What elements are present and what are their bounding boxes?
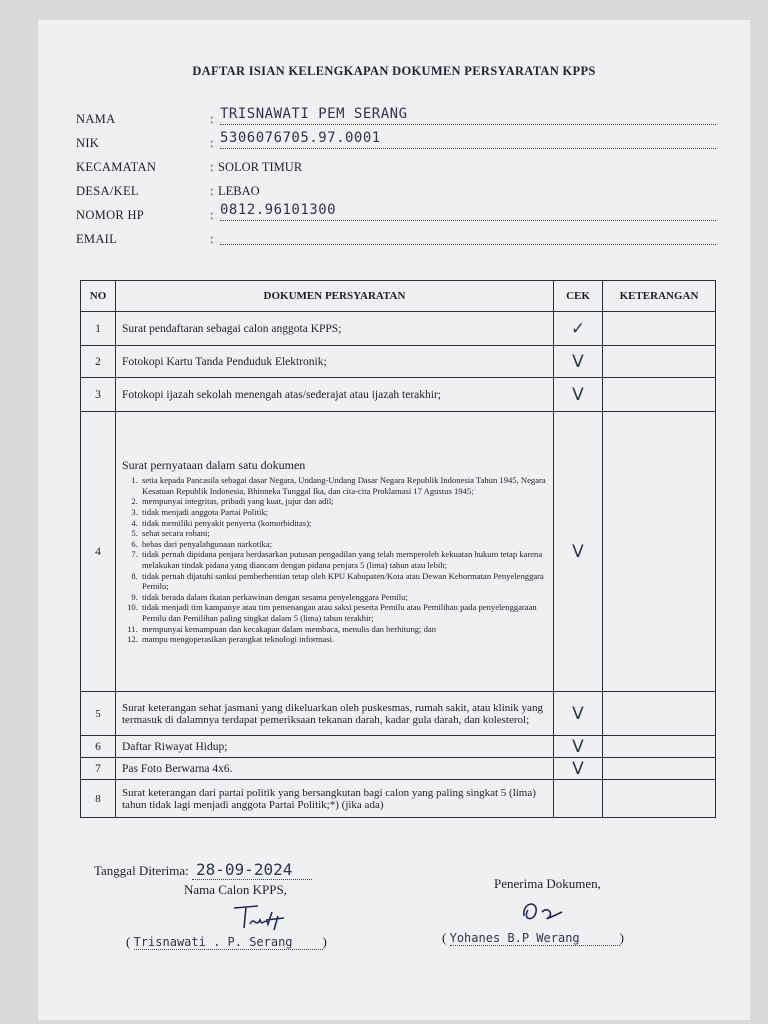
field-label: NAMA [76, 112, 116, 126]
table-row: 2 Fotokopi Kartu Tanda Penduduk Elektronik; V [81, 346, 716, 378]
receiver-signature [514, 892, 574, 926]
check-mark: V [554, 758, 603, 780]
statement-list [122, 475, 547, 645]
table-header-row [81, 281, 716, 312]
list-item: 2. mempunyai integritas, pribadi yang kuat, jujur dan adil; [140, 496, 547, 507]
field-label: NOMOR HP [76, 208, 145, 222]
candidate-name-line: ( Trisnawati . P. Serang ) [126, 934, 327, 949]
field-kecamatan: KECAMATAN : SOLOR TIMUR [76, 160, 303, 174]
list-item: 6. bebas dari penyalahgunaan narkotika; [140, 539, 547, 550]
field-label: NIK [76, 136, 100, 150]
date-label: Tanggal Diterima: [94, 863, 189, 878]
list-item: 8. tidak pernah dijatuhi sanksi pemberhentian tetap oleh KPU Kabupaten/Kota atau Dewan Kehormatan Penyelenggara Pemilu; [140, 571, 547, 592]
candidate-name: Trisnawati . P. Serang [134, 935, 323, 950]
header-no: NO [81, 281, 116, 312]
list-item: 4. tidak memiliki penyakit penyerta (komorbiditas); [140, 518, 547, 529]
list-item: 9. tidak berada dalam ikatan perkawinan dengan sesama penyelenggara Pemilu; [140, 592, 547, 603]
doc-cell: Surat pendaftaran sebagai calon anggota KPPS; [116, 312, 554, 346]
doc-cell: Fotokopi Kartu Tanda Penduduk Elektronik; [116, 346, 554, 378]
list-item: 12. mampu mengoperasikan perangkat teknologi informasi. [140, 634, 547, 645]
doc-cell: Surat keterangan sehat jasmani yang dikeluarkan oleh puskesmas, rumah sakit, atau klinik yang termasuk di dalamnya terdapat pemeriksaan tekanan darah, kadar gula darah, dan kolesterol; [116, 692, 554, 736]
doc-cell: Pas Foto Berwarna 4x6. [116, 758, 554, 780]
check-mark: ✓ [554, 312, 603, 346]
receiver-name-line: ( Yohanes B.P Werang ) [442, 930, 624, 945]
check-mark: V [554, 412, 603, 692]
table-row: 8 Surat keterangan dari partai politik yang bersangkutan bagi calon yang paling singkat 5 (lima) tahun tidak lagi menjadi anggota Partai Politik;*) (jika ada) [81, 780, 716, 818]
check-mark: V [554, 378, 603, 412]
list-item: 7. tidak pernah dipidana penjara berdasarkan putusan pengadilan yang telah memperoleh kekuatan hukum tetap karena melakukan tindak pidana yang diancam dengan pidana penjara 5 (lima) tahun atau lebih; [140, 549, 547, 570]
field-label: KECAMATAN [76, 160, 157, 174]
field-label: DESA/KEL [76, 184, 139, 198]
field-value: 0812.96101300 [220, 202, 337, 218]
document-page [38, 20, 750, 1020]
table-row: 6 Daftar Riwayat Hidup; V [81, 736, 716, 758]
field-value: LEBAO [218, 184, 260, 198]
receiver-label: Penerima Dokumen, [494, 876, 601, 891]
field-desa: DESA/KEL : LEBAO [76, 184, 260, 198]
date-value: 28-09-2024 [192, 860, 312, 880]
check-mark: V [554, 346, 603, 378]
list-item: 1. setia kepada Pancasila sebagai dasar Negara, Undang-Undang Dasar Negara Republik Indonesia Tahun 1945, Negara Kesatuan Republik Indonesia, Bhinneka Tunggal Ika, dan cita-cita Proklamasi 17 Agustus 1945; [140, 475, 547, 496]
field-nama: NAMA : TRISNAWATI PEM SERANG [76, 108, 716, 130]
header-ket: KETERANGAN [603, 281, 716, 312]
list-item: 3. tidak menjadi anggota Partai Politik; [140, 507, 547, 518]
candidate-signature [228, 898, 298, 932]
table-row: 7 Pas Foto Berwarna 4x6. V [81, 758, 716, 780]
candidate-label: Nama Calon KPPS, [184, 882, 287, 897]
table-row: 5 Surat keterangan sehat jasmani yang dikeluarkan oleh puskesmas, rumah sakit, atau klinik yang termasuk di dalamnya terdapat pemeriksaan tekanan darah, kadar gula darah, dan kolesterol; V [81, 692, 716, 736]
doc-cell: Daftar Riwayat Hidup; [116, 736, 554, 758]
list-item: 10. tidak menjadi tim kampanye atau tim pemenangan atau saksi peserta Pemilu atau Pemilihan pada penyelenggaraan Pemilu dan Pemilihan paling singkat dalam 5 (lima) tahun terakhir; [140, 602, 547, 623]
doc-cell: Fotokopi ijazah sekolah menengah atas/sederajat atau ijazah terakhir; [116, 378, 554, 412]
doc-cell: Surat pernyataan dalam satu dokumen 1. setia kepada Pancasila sebagai dasar Negara, Undang-Undang Dasar Negara Republik Indonesia Tahun 1945, Negara Kesatuan Republik Indonesia, Bhinneka Tunggal Ika, dan cita-cita Proklamasi 17 Agustus 1945; 2. mempunyai integritas, pribadi yang kuat, jujur dan adil; 3. tidak menjadi anggota Partai Politik; 4. tidak memiliki penyakit penyerta (komorbiditas); 5. sehat secara rohani; 6. bebas dari penyalahgunaan narkotika; 7. tidak pernah dipidana penjara berdasarkan putusan pengadilan yang telah memperoleh kekuatan hukum tetap karena melakukan tindak pidana yang diancam dengan pidana penjara 5 (lima) tahun atau lebih; 8. tidak pernah dijatuhi sanksi pemberhentian tetap oleh KPU Kabupaten/Kota atau Dewan Kehormatan Penyelenggara Pemilu; 9. tidak berada dalam ikatan perkawinan dengan sesama penyelenggara Pemilu; 10. tidak menjadi tim kampanye atau tim pemenangan atau saksi peserta Pemilu atau Pemilihan pada penyelenggaraan Pemilu dan Pemilihan paling singkat dalam 5 (lima) tahun terakhir; 11. mempunyai kemampuan dan kecakapan dalam membaca, menulis dan berhitung; dan 12. mampu mengoperasikan perangkat teknologi informasi. [116, 412, 554, 692]
field-value: 5306076705.97.0001 [220, 130, 381, 146]
table-row: 4 Surat pernyataan dalam satu dokumen 1. setia kepada Pancasila sebagai dasar Negara, Undang-Undang Dasar Negara Republik Indonesia Tahun 1945, Negara Kesatuan Republik Indonesia, Bhinneka Tunggal Ika, dan cita-cita Proklamasi 17 Agustus 1945; 2. mempunyai integritas, pribadi yang kuat, jujur dan adil; 3. tidak menjadi anggota Partai Politik; 4. tidak memiliki penyakit penyerta (komorbiditas); 5. sehat secara rohani; 6. bebas dari penyalahgunaan narkotika; 7. tidak pernah dipidana penjara berdasarkan putusan pengadilan yang telah memperoleh kekuatan hukum tetap karena melakukan tindak pidana yang diancam dengan pidana penjara 5 (lima) tahun atau lebih; 8. tidak pernah dijatuhi sanksi pemberhentian tetap oleh KPU Kabupaten/Kota atau Dewan Kehormatan Penyelenggara Pemilu; 9. tidak berada dalam ikatan perkawinan dengan sesama penyelenggara Pemilu; 10. tidak menjadi tim kampanye atau tim pemenangan atau saksi peserta Pemilu atau Pemilihan pada penyelenggaraan Pemilu dan Pemilihan paling singkat dalam 5 (lima) tahun terakhir; 11. mempunyai kemampuan dan kecakapan dalam membaca, menulis dan berhitung; dan 12. mampu mengoperasikan perangkat teknologi informasi. V [81, 412, 716, 692]
field-nomor-hp: NOMOR HP : 0812.96101300 [76, 204, 716, 226]
check-mark [554, 780, 603, 818]
document-title: DAFTAR ISIAN KELENGKAPAN DOKUMEN PERSYARATAN KPPS [192, 64, 596, 78]
check-mark: V [554, 736, 603, 758]
field-value: SOLOR TIMUR [218, 160, 303, 174]
header-cek: CEK [554, 281, 603, 312]
date-received [94, 860, 312, 879]
field-label: EMAIL [76, 232, 118, 246]
list-item: 5. sehat secara rohani; [140, 528, 547, 539]
table-row: 3 Fotokopi ijazah sekolah menengah atas/sederajat atau ijazah terakhir; V [81, 378, 716, 412]
receiver-name: Yohanes B.P Werang [450, 931, 620, 946]
table-row: 1 Surat pendaftaran sebagai calon anggota KPPS; ✓ [81, 312, 716, 346]
field-nik: NIK : 5306076705.97.0001 [76, 132, 716, 154]
header-doc: DOKUMEN PERSYARATAN [116, 281, 554, 312]
check-mark: V [554, 692, 603, 736]
doc-cell: Surat keterangan dari partai politik yang bersangkutan bagi calon yang paling singkat 5 (lima) tahun tidak lagi menjadi anggota Partai Politik;*) (jika ada) [116, 780, 554, 818]
requirements-table [80, 280, 716, 818]
list-item: 11. mempunyai kemampuan dan kecakapan dalam membaca, menulis dan berhitung; dan [140, 624, 547, 635]
field-email: EMAIL : [76, 228, 716, 250]
field-value: TRISNAWATI PEM SERANG [220, 106, 408, 122]
